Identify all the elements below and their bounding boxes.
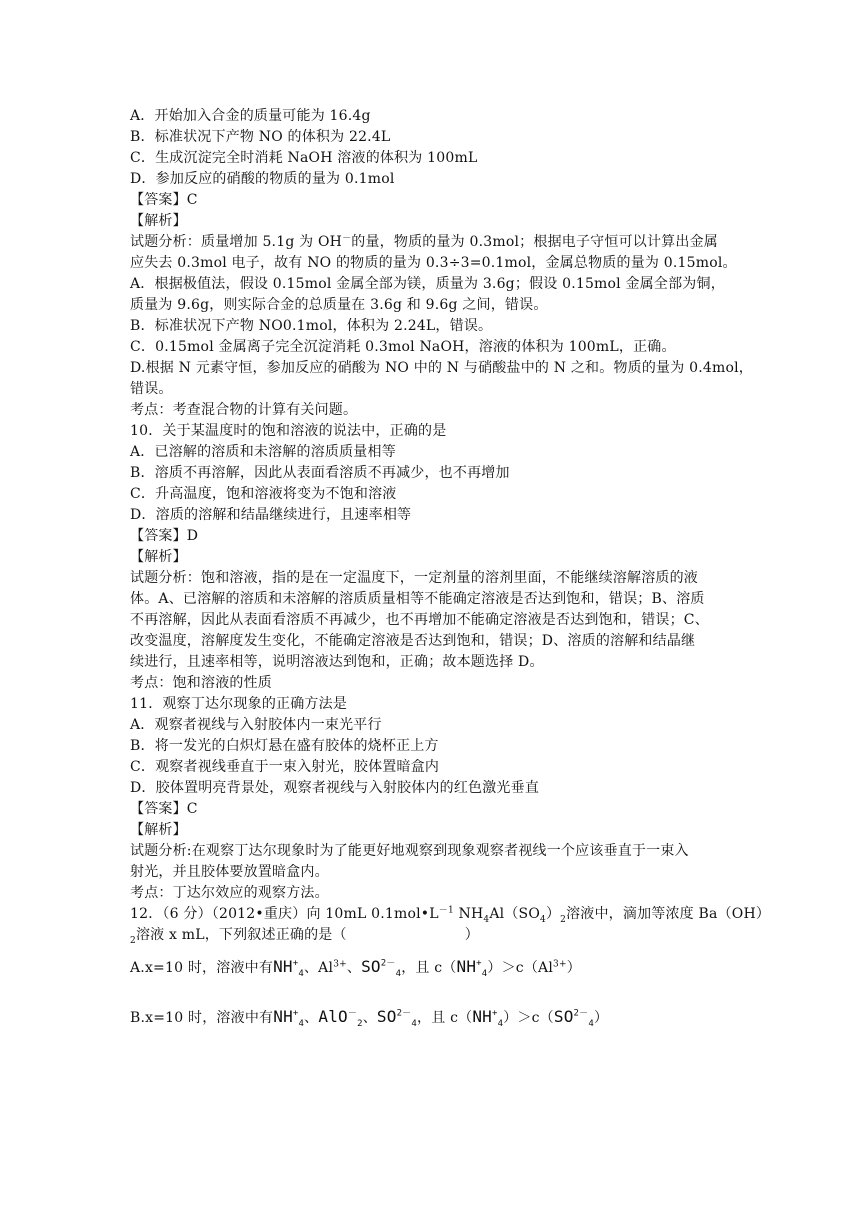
q10-answer: 【答案】D <box>130 528 199 544</box>
q9-analysis-heading: 【解析】 <box>130 213 187 229</box>
so4-ion-formula: $SO^{2-}_4$ <box>376 1007 418 1030</box>
q11-knowledge-point: 考点：丁达尔效应的观察方法。 <box>130 885 329 901</box>
q10-analysis-heading: 【解析】 <box>130 549 187 565</box>
nh4-ion-formula: $NH^+_4$ <box>472 1007 504 1030</box>
q11-option-c: C．观察者视线垂直于一束入射光，胶体置暗盒内 <box>130 759 440 775</box>
q11-answer: 【答案】C <box>130 801 198 817</box>
q9-analysis-line-8: 错误。 <box>130 381 173 397</box>
q9-option-a: A．开始加入合金的质量可能为 16.4g <box>130 108 371 124</box>
q10-analysis-line-3: 不再溶解，因此从表面看溶质不再减少，也不再增加不能确定溶液是否达到饱和，错误；C、 <box>130 612 709 628</box>
q10-analysis-line-1: 试题分析：饱和溶液，指的是在一定温度下，一定剂量的溶剂里面，不能继续溶解溶质的液 <box>130 570 698 586</box>
q11-option-b: B．将一发光的白炽灯悬在盛有胶体的烧杯正上方 <box>130 738 439 754</box>
q12-option-b: B.x=10 时，溶液中有$NH^+_4$、AlO－$_2$、$SO^{2-}_4$，且 $c(NH^+_4)>c(SO^{2-}_4)$ <box>130 1007 609 1030</box>
alo2-ion-formula: AlO－$_2$ <box>318 1007 363 1030</box>
q9-option-b: B．标准状况下产物 NO 的体积为 22.4L <box>130 129 391 145</box>
q9-analysis-line-5: B．标准状况下产物 NO0.1mol，体积为 2.24L，错误。 <box>130 318 493 334</box>
so4-ion-formula: $SO^{2-}_4$ <box>361 957 402 980</box>
q12-stem-continued: $_2$溶液 x mL，下列叙述正确的是（ ） <box>130 927 479 946</box>
q9-knowledge-point: 考点：考查混合物的计算有关问题。 <box>130 402 358 418</box>
q9-analysis-line-4: 质量为 9.6g，则实际合金的总质量在 3.6g 和 9.6g 之间，错误。 <box>130 297 548 313</box>
q12-stem: 12．（6 分）（2012•重庆）向 10mL $0.1mol•L^{-1}$ $NH_4Al(SO_4)_2$溶液中，滴加等浓度 Ba（OH） <box>130 905 771 925</box>
q11-analysis-line-1: 试题分析:在观察丁达尔现象时为了能更好地观察到现象观察者视线一个应该垂直于一束入 <box>130 843 689 859</box>
q10-option-a: A．已溶解的溶质和未溶解的溶质质量相等 <box>130 444 396 460</box>
q9-analysis-line-7: D.根据 N 元素守恒，参加反应的硝酸为 NO 中的 N 与硝酸盐中的 N 之和。物质的量为 0.4mol， <box>130 360 753 376</box>
q10-option-d: D．溶质的溶解和结晶继续进行，且速率相等 <box>130 507 412 523</box>
nh4-ion-formula: $NH^+_4$ <box>273 1007 305 1030</box>
q9-option-d: D．参加反应的硝酸的物质的量为 0.1mol <box>130 171 395 187</box>
q10-knowledge-point: 考点：饱和溶液的性质 <box>130 675 272 691</box>
q10-analysis-line-4: 改变温度，溶解度发生变化，不能确定溶液是否达到饱和，错误；D、溶质的溶解和结晶继 <box>130 633 696 649</box>
q9-analysis-line-6: C．0.15mol 金属离子完全沉淀消耗 0.3mol NaOH，溶液的体积为 100mL，正确。 <box>130 339 676 355</box>
q9-analysis-line-1: 试题分析：质量增加 5.1g 为 OH－的量，物质的量为 0.3mol；根据电子守恒可以计算出金属 <box>130 233 718 250</box>
q11-analysis-heading: 【解析】 <box>130 822 187 838</box>
q9-analysis-line-2: 应失去 0.3mol 电子，故有 NO 的物质的量为 0.3÷3=0.1mol，金属总物质的量为 0.15mol。 <box>130 255 737 271</box>
q10-stem: 10．关于某温度时的饱和溶液的说法中，正确的是 <box>130 423 447 439</box>
q12-option-a: A.x=10 时，溶液中有$NH^+_4$、$Al^{3+}$、$SO^{2-}_4$，且 $c(NH^+_4)>c(Al^{3+})$ <box>130 957 581 980</box>
q10-analysis-line-2: 体。A、已溶解的溶质和未溶解的溶质质量相等不能确定溶液是否达到饱和，错误；B、溶质 <box>130 591 705 607</box>
q11-option-a: A．观察者视线与入射胶体内一束光平行 <box>130 717 382 733</box>
q9-option-c: C．生成沉淀完全时消耗 NaOH 溶液的体积为 100mL <box>130 150 478 166</box>
q11-analysis-line-2: 射光，并且胶体要放置暗盒内。 <box>130 864 329 880</box>
so4-ion-formula: $SO^{2-}_4$ <box>553 1007 594 1030</box>
nh4-ion-formula: $NH^+_4$ <box>456 957 488 980</box>
q9-answer: 【答案】C <box>130 192 198 208</box>
q10-analysis-line-5: 续进行，且速率相等，说明溶液达到饱和，正确；故本题选择 D。 <box>130 654 544 670</box>
q11-stem: 11．观察丁达尔现象的正确方法是 <box>130 696 348 712</box>
nh4-ion-formula: $NH^+_4$ <box>273 957 304 980</box>
q9-analysis-line-3: A．根据极值法，假设 0.15mol 金属全部为镁，质量为 3.6g；假设 0.15mol 金属全部为铜， <box>130 276 725 292</box>
q10-option-c: C．升高温度，饱和溶液将变为不饱和溶液 <box>130 486 397 502</box>
q11-option-d: D．胶体置明亮背景处，观察者视线与入射胶体内的红色激光垂直 <box>130 780 540 796</box>
q10-option-b: B．溶质不再溶解，因此从表面看溶质不再减少，也不再增加 <box>130 465 510 481</box>
